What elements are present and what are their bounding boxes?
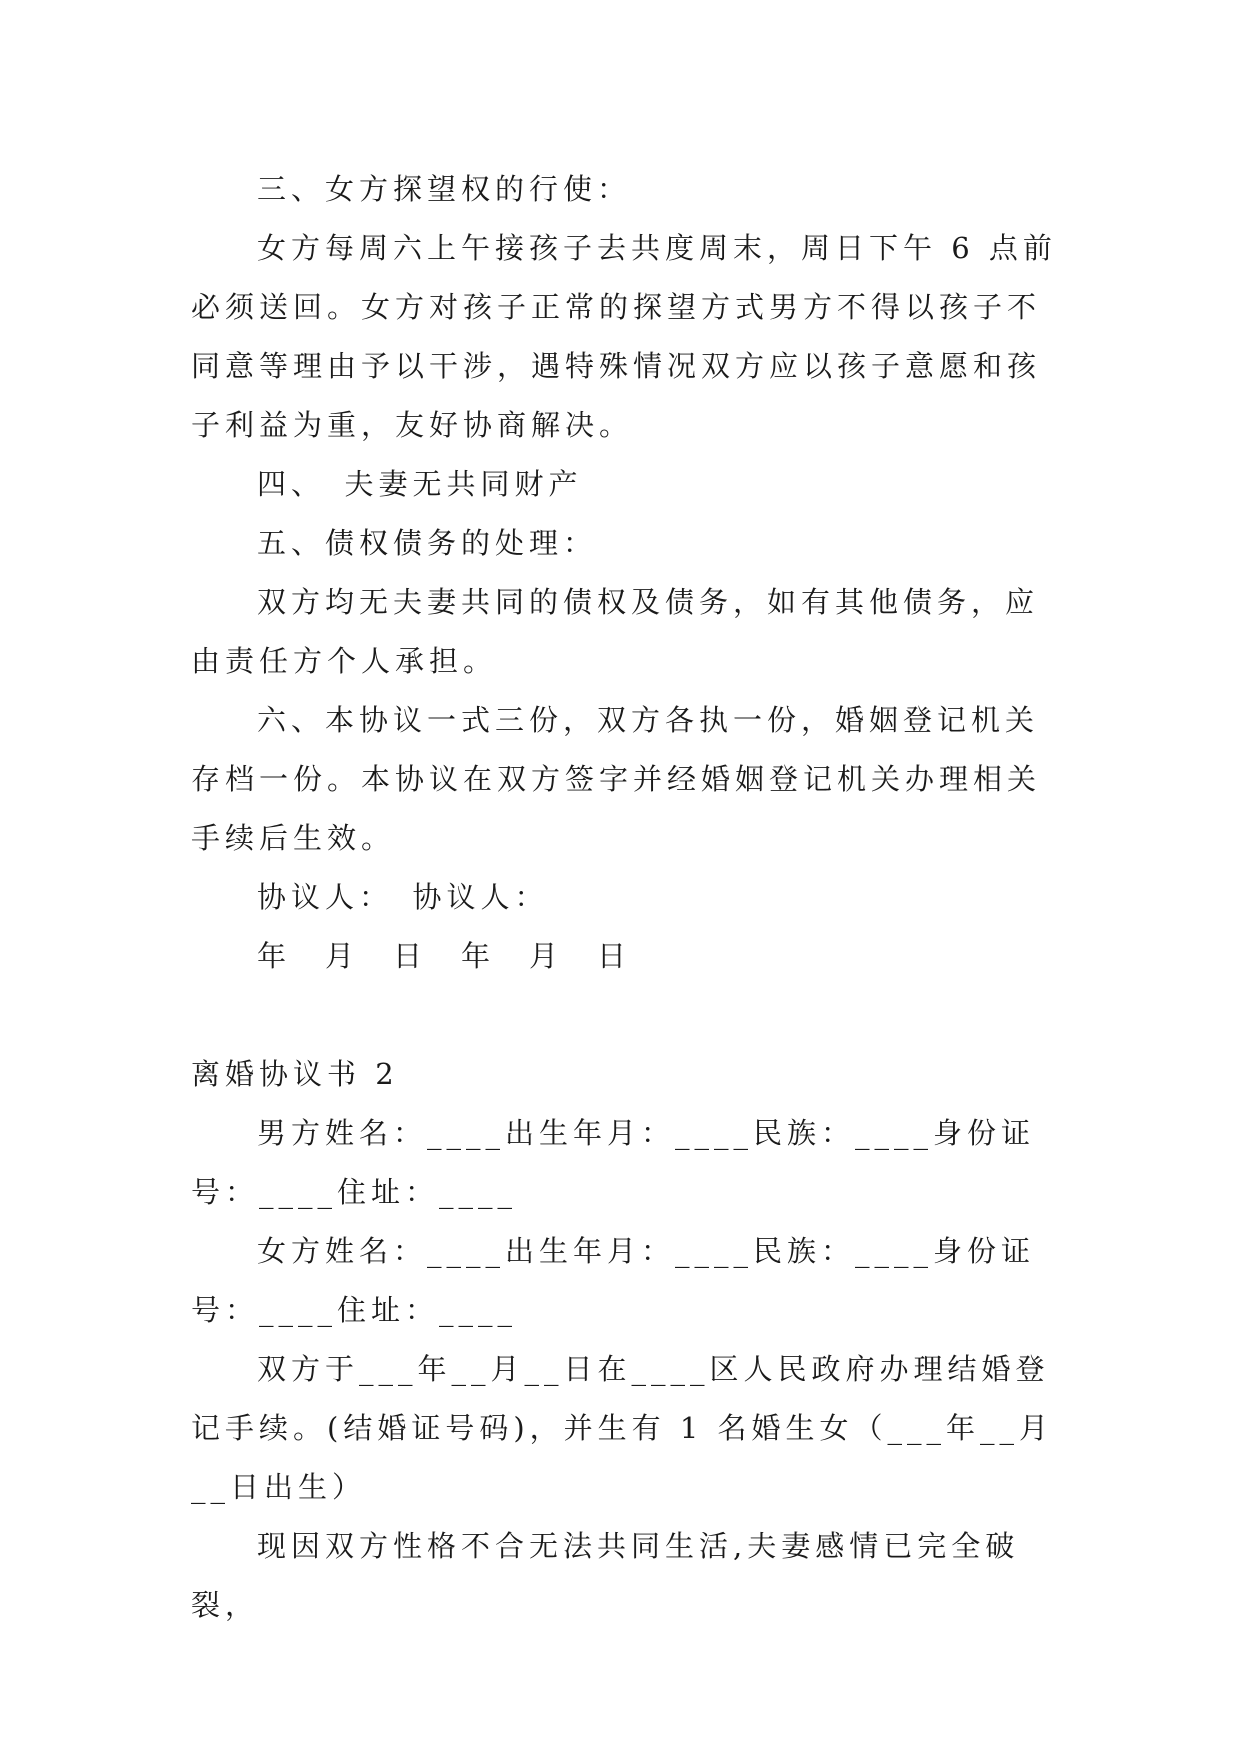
- section-heading-debts: 五、债权债务的处理：: [257, 526, 598, 560]
- paragraph-female-party: 女方姓名：____出生年月：____民族：____身份证号：____住址：____: [191, 1234, 1036, 1327]
- paragraph-copies-clause: 六、本协议一式三份，双方各执一份，婚姻登记机关存档一份。本协议在双方签字并经婚姻登记机关办理相关手续后生效。: [191, 703, 1042, 855]
- paragraph-visitation-terms: 女方每周六上午接孩子去共度周末，周日下午 6 点前必须送回。女方对孩子正常的探望方式男方不得以孩子不同意等理由予以干涉，遇特殊情况双方应以孩子意愿和孩子利益为重，友好协商解决。: [191, 231, 1057, 442]
- document-title-2: 离婚协议书 2: [191, 1057, 399, 1091]
- paragraph-debts-terms: 双方均无夫妻共同的债权及债务，如有其他债务，应由责任方个人承担。: [191, 585, 1040, 678]
- signature-line: 协议人： 协议人：: [257, 880, 549, 914]
- blank-line: [191, 986, 1067, 1045]
- section-heading-visitation: 三、女方探望权的行使：: [257, 172, 632, 206]
- date-line: 年 月 日 年 月 日: [257, 939, 632, 973]
- paragraph-divorce-reason: 现因双方性格不合无法共同生活,夫妻感情已完全破裂，: [191, 1529, 1020, 1622]
- paragraph-marriage-registration: 双方于___年__月__日在____区人民政府办理结婚登记手续。(结婚证号码)，并生有 1 名婚生女（___年__月__日出生）: [191, 1352, 1054, 1504]
- document-page: [191, 160, 1067, 1635]
- section-heading-property: 四、 夫妻无共同财产: [257, 467, 583, 501]
- paragraph-male-party: 男方姓名：____出生年月：____民族：____身份证号：____住址：____: [191, 1116, 1036, 1209]
